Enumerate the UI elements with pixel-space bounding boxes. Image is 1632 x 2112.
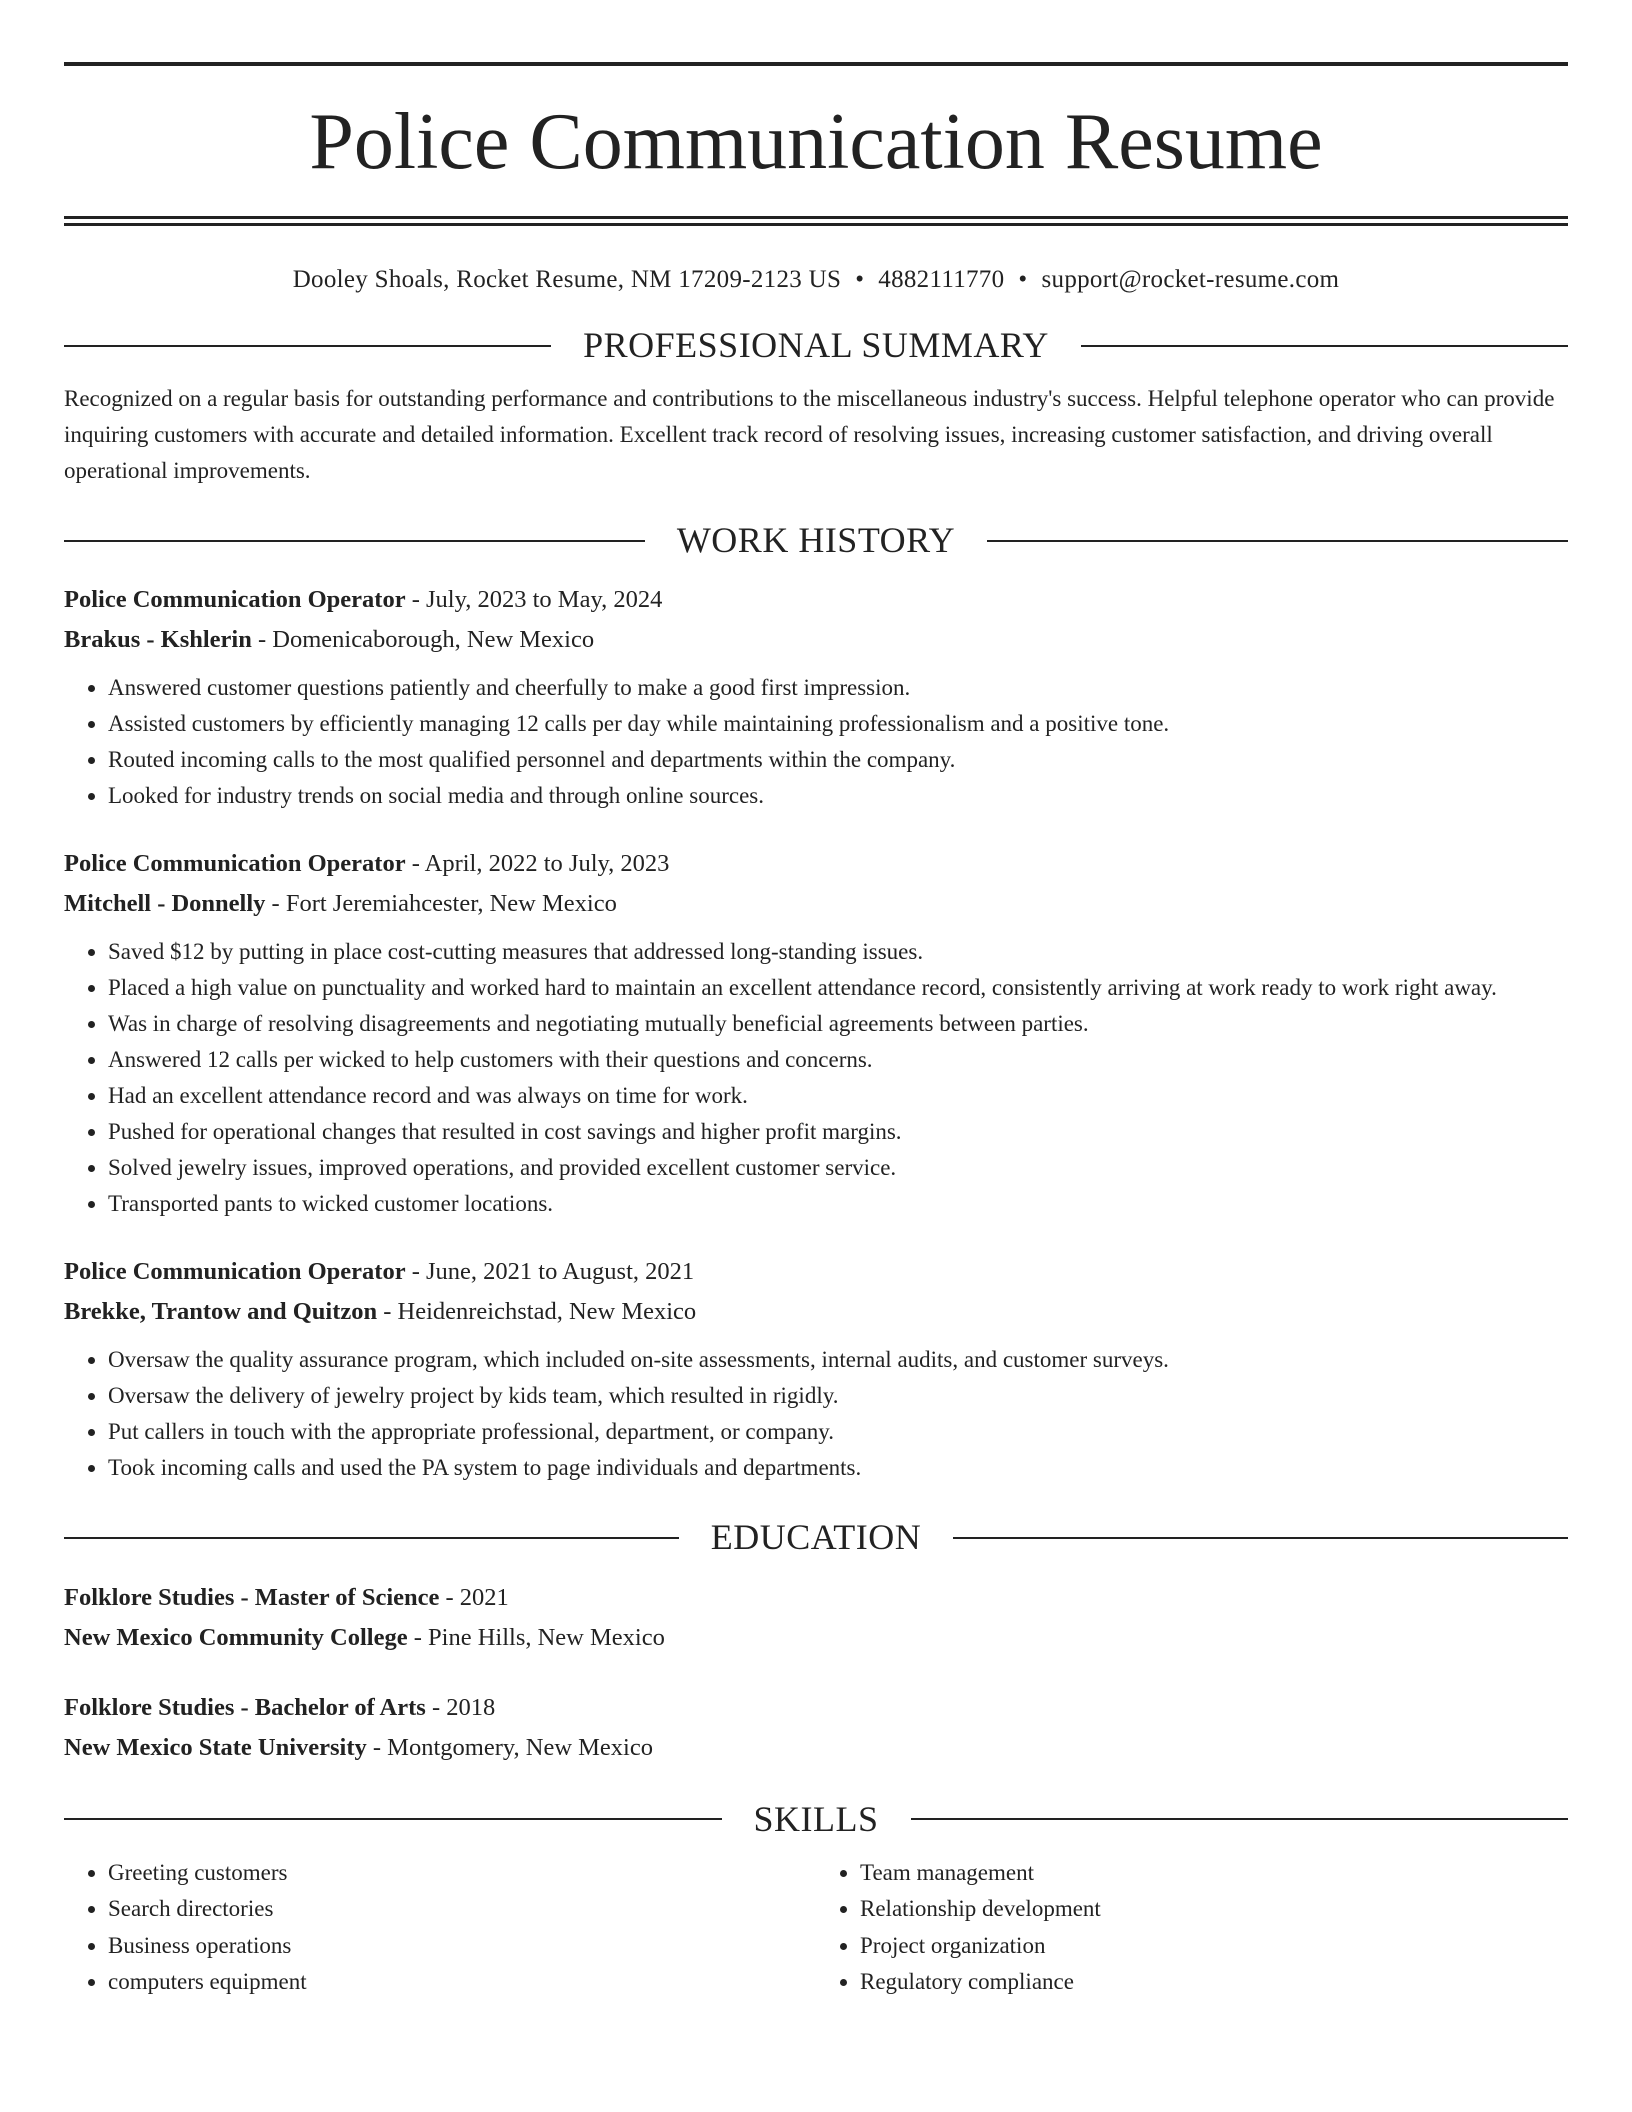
top-rule	[64, 62, 1568, 66]
skill-item: • Project organization	[860, 1928, 1568, 1965]
job-title-line	[64, 580, 1568, 620]
skills-heading	[64, 1798, 1568, 1841]
job-bullet: • Oversaw the quality assurance program, which included on-site assessments, internal audits, and customer surveys.	[108, 1342, 1568, 1378]
work-history-heading-label: WORK HISTORY	[676, 520, 956, 561]
job-company: Brekke, Trantow and Quitzon	[64, 1298, 378, 1326]
education-heading-label: EDUCATION	[710, 1517, 922, 1558]
job-title: Police Communication Operator	[64, 1258, 406, 1286]
job-bullet: • Answered 12 calls per wicked to help customers with their questions and concerns.	[108, 1042, 1568, 1078]
degree: Folklore Studies - Master of Science	[64, 1583, 440, 1611]
skills-columns	[64, 1855, 1568, 2001]
job-dates: - July, 2023 to May, 2024	[405, 586, 663, 614]
job-bullet: • Oversaw the delivery of jewelry project by kids team, which resulted in rigidly.	[108, 1378, 1568, 1414]
heading-rule-right	[1081, 345, 1568, 347]
school-line	[64, 1728, 1568, 1768]
job-location: - Domenicaborough, New Mexico	[251, 626, 595, 654]
job-entry	[64, 580, 1568, 814]
job-bullet: • Had an excellent attendance record and was always on time for work.	[108, 1078, 1568, 1114]
job-bullet: • Solved jewelry issues, improved operations, and provided excellent customer service.	[108, 1150, 1568, 1186]
job-bullet: • Took incoming calls and used the PA system to page individuals and departments.	[108, 1450, 1568, 1486]
job-bullet: • Transported pants to wicked customer locations.	[108, 1186, 1568, 1222]
education-heading	[64, 1516, 1568, 1559]
job-company-line	[64, 620, 1568, 660]
skill-item: • Relationship development	[860, 1891, 1568, 1928]
degree: Folklore Studies - Bachelor of Arts	[64, 1693, 426, 1721]
heading-rule-right	[911, 1818, 1569, 1820]
job-bullets	[64, 670, 1568, 814]
job-title: Police Communication Operator	[64, 850, 406, 878]
contact-address: Dooley Shoals, Rocket Resume, NM 17209-2123 US	[292, 266, 842, 293]
heading-rule-left	[64, 540, 645, 542]
degree-line	[64, 1688, 1568, 1728]
job-entry	[64, 1252, 1568, 1486]
degree-year: - 2018	[425, 1693, 496, 1721]
job-bullet: • Assisted customers by efficiently managing 12 calls per day while maintaining professionalism and a positive tone.	[108, 706, 1568, 742]
job-bullets	[64, 1342, 1568, 1486]
school: New Mexico State University	[64, 1733, 367, 1761]
skills-heading-label: SKILLS	[753, 1798, 879, 1839]
job-title-line	[64, 1252, 1568, 1292]
summary-heading-label: PROFESSIONAL SUMMARY	[583, 325, 1049, 365]
heading-rule-right	[987, 540, 1568, 542]
job-bullet: • Put callers in touch with the appropriate professional, department, or company.	[108, 1414, 1568, 1450]
title-double-rule	[64, 216, 1568, 226]
contact-line	[64, 266, 1568, 294]
skill-item: • Business operations	[108, 1928, 816, 1965]
resume-title: Police Communication Resume	[309, 98, 1323, 186]
contact-separator: •	[855, 266, 865, 293]
job-bullet: • Placed a high value on punctuality and worked hard to maintain an excellent attendance record, consistently arriving at work ready to work right away.	[108, 970, 1568, 1006]
job-title-line	[64, 844, 1568, 884]
job-location: - Fort Jeremiahcester, New Mexico	[265, 890, 617, 918]
job-entry	[64, 844, 1568, 1222]
job-company: Brakus - Kshlerin	[64, 626, 252, 654]
heading-rule-left	[64, 1818, 722, 1820]
education-entry	[64, 1688, 1568, 1768]
heading-rule-left	[64, 1537, 679, 1539]
job-dates: - April, 2022 to July, 2023	[405, 850, 670, 878]
skills-list-right	[816, 1855, 1568, 2001]
job-dates: - June, 2021 to August, 2021	[405, 1258, 695, 1286]
heading-rule-left	[64, 345, 551, 347]
school-line	[64, 1618, 1568, 1658]
skill-item: • Search directories	[108, 1891, 816, 1928]
heading-rule-right	[953, 1537, 1568, 1539]
school-location: - Montgomery, New Mexico	[366, 1733, 653, 1761]
skill-item: • computers equipment	[108, 1964, 816, 2001]
degree-year: - 2021	[439, 1583, 509, 1611]
job-company-line	[64, 1292, 1568, 1332]
job-location: - Heidenreichstad, New Mexico	[377, 1298, 697, 1326]
contact-separator: •	[1018, 266, 1028, 293]
degree-line	[64, 1578, 1568, 1618]
contact-phone: 4882111770	[878, 266, 1005, 293]
job-bullet: • Looked for industry trends on social media and through online sources.	[108, 778, 1568, 814]
job-bullets	[64, 934, 1568, 1222]
job-bullet: • Answered customer questions patiently and cheerfully to make a good first impression.	[108, 670, 1568, 706]
job-bullet: • Was in charge of resolving disagreements and negotiating mutually beneficial agreements between parties.	[108, 1006, 1568, 1042]
job-bullet: • Routed incoming calls to the most qualified personnel and departments within the company.	[108, 742, 1568, 778]
skill-item: • Greeting customers	[108, 1855, 816, 1892]
job-bullet: • Pushed for operational changes that resulted in cost savings and higher profit margins.	[108, 1114, 1568, 1150]
school-location: - Pine Hills, New Mexico	[407, 1623, 665, 1651]
skill-item: • Team management	[860, 1855, 1568, 1892]
work-history-heading	[64, 519, 1568, 562]
job-company-line	[64, 884, 1568, 924]
summary-text: Recognized on a regular basis for outstanding performance and contributions to the miscellaneous industry's success. Helpful telephone operator who can provide inquiring customers with accurate and detailed information. Excellent track record of resolving issues, increasing customer satisfaction, and driving overall operational improvements.	[64, 386, 1555, 484]
resume-page	[64, 62, 1568, 2001]
education-entry	[64, 1578, 1568, 1658]
contact-email: support@rocket-resume.com	[1041, 266, 1340, 293]
school: New Mexico Community College	[64, 1623, 408, 1651]
skills-list-left	[64, 1855, 816, 2001]
job-bullet: • Saved $12 by putting in place cost-cutting measures that addressed long-standing issues.	[108, 934, 1568, 970]
job-title: Police Communication Operator	[64, 586, 406, 614]
summary-heading	[64, 324, 1568, 367]
job-company: Mitchell - Donnelly	[64, 890, 266, 918]
skill-item: • Regulatory compliance	[860, 1964, 1568, 2001]
